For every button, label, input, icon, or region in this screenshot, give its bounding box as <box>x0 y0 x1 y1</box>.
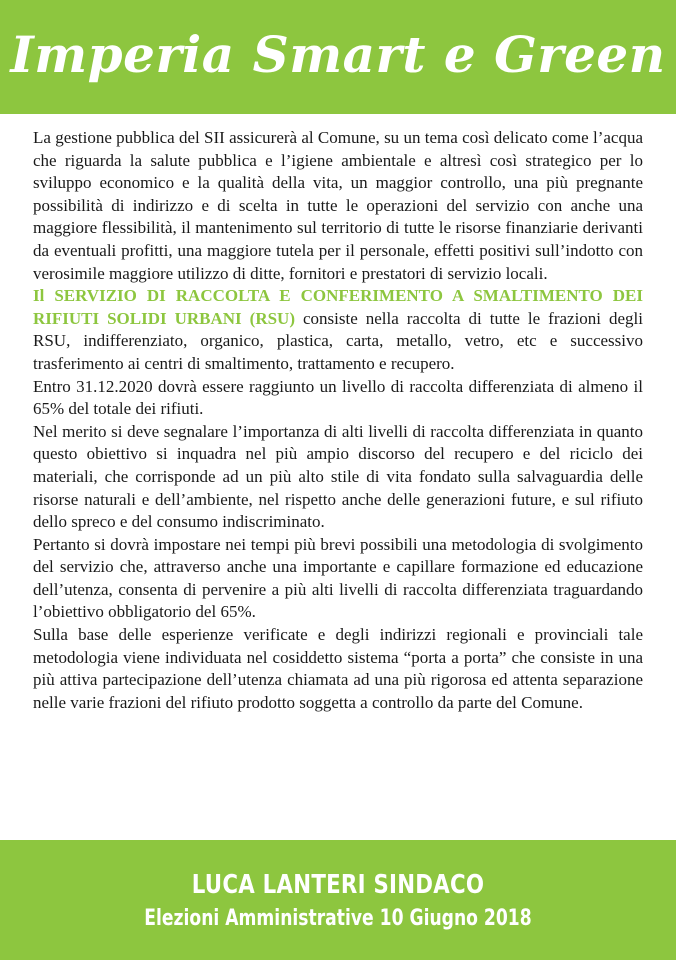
paragraph-importance: Nel merito si deve segnalare l’importanza di alti livelli di raccolta differenziata in quanto questo obiettivo si inquadra nel più ampio discorso del recupero e del riciclo dei materiali, che corrisponde ad un più alto stile di vita fondato sulla salvaguardia delle risorse naturali e dell’ambiente, nel rispetto anche delle generazioni future, e sul rifiuto dello spreco e del consumo indiscriminato. <box>33 421 643 532</box>
section-heading-rsu: Il SERVIZIO DI RACCOLTA E CONFERIMENTO A SMALTIMENTO DEI RIFIUTI SOLIDI URBANI (RSU) <box>33 286 643 328</box>
candidate-name: LUCA LANTERI SINDACO <box>191 870 485 900</box>
paragraph-door-to-door: Sulla base delle esperienze verificate e degli indirizzi regionali e provinciali tale metodologia viene individuata nel cosiddetto sistema “porta a porta” che consiste in una più attiva partecipazione dell’utenza chiamata ad una più rigorosa ed attenta separazione nelle varie frazioni del rifiuto prodotto soggetta a controllo da parte del Comune. <box>33 625 643 712</box>
election-subtitle: Elezioni Amministrative 10 Giugno 2018 <box>144 906 532 931</box>
page-title: Imperia Smart e Green <box>10 24 666 84</box>
paragraph-waste-service <box>33 285 643 375</box>
paragraph-waste-service-text: consiste nella raccolta di tutte le frazioni degli RSU, indifferenziato, organico, plastica, carta, metallo, vetro, etc e successivo trasferimento ai centri di smaltimento, trattamento e recupero. <box>33 308 644 373</box>
paragraph-target-2020: Entro 31.12.2020 dovrà essere raggiunto un livello di raccolta differenziata di almeno il 65% del totale dei rifiuti. <box>33 376 643 419</box>
header-banner <box>0 0 676 114</box>
paragraph-water-service: La gestione pubblica del SII assicurerà al Comune, su un tema così delicato come l’acqua che riguarda la salute pubblica e l’igiene ambientale e altresì così strategico per lo sviluppo economico e la qualità della vita, un maggior controllo, una più pregnante possibilità di indirizzo e di scelta in tutte le operazioni del servizio con anche una maggiore flessibilità, il mantenimento sul territorio di tutte le risorse finanziarie derivanti da eventuali profitti, una maggiore tutela per il personale, effetti positivi sull’indotto con verosimile maggiore utilizzo di ditte, fornitori e prestatori di servizio locali. <box>33 128 643 283</box>
document-body <box>33 127 643 714</box>
footer-banner <box>0 840 676 960</box>
paragraph-methodology: Pertanto si dovrà impostare nei tempi più brevi possibili una metodologia di svolgimento del servizio che, attraverso anche una importante e capillare formazione ed educazione dell’utenza, consenta di pervenire a più alti livelli di raccolta differenziata traguardando l’obiettivo obbligatorio del 65%. <box>33 534 643 622</box>
